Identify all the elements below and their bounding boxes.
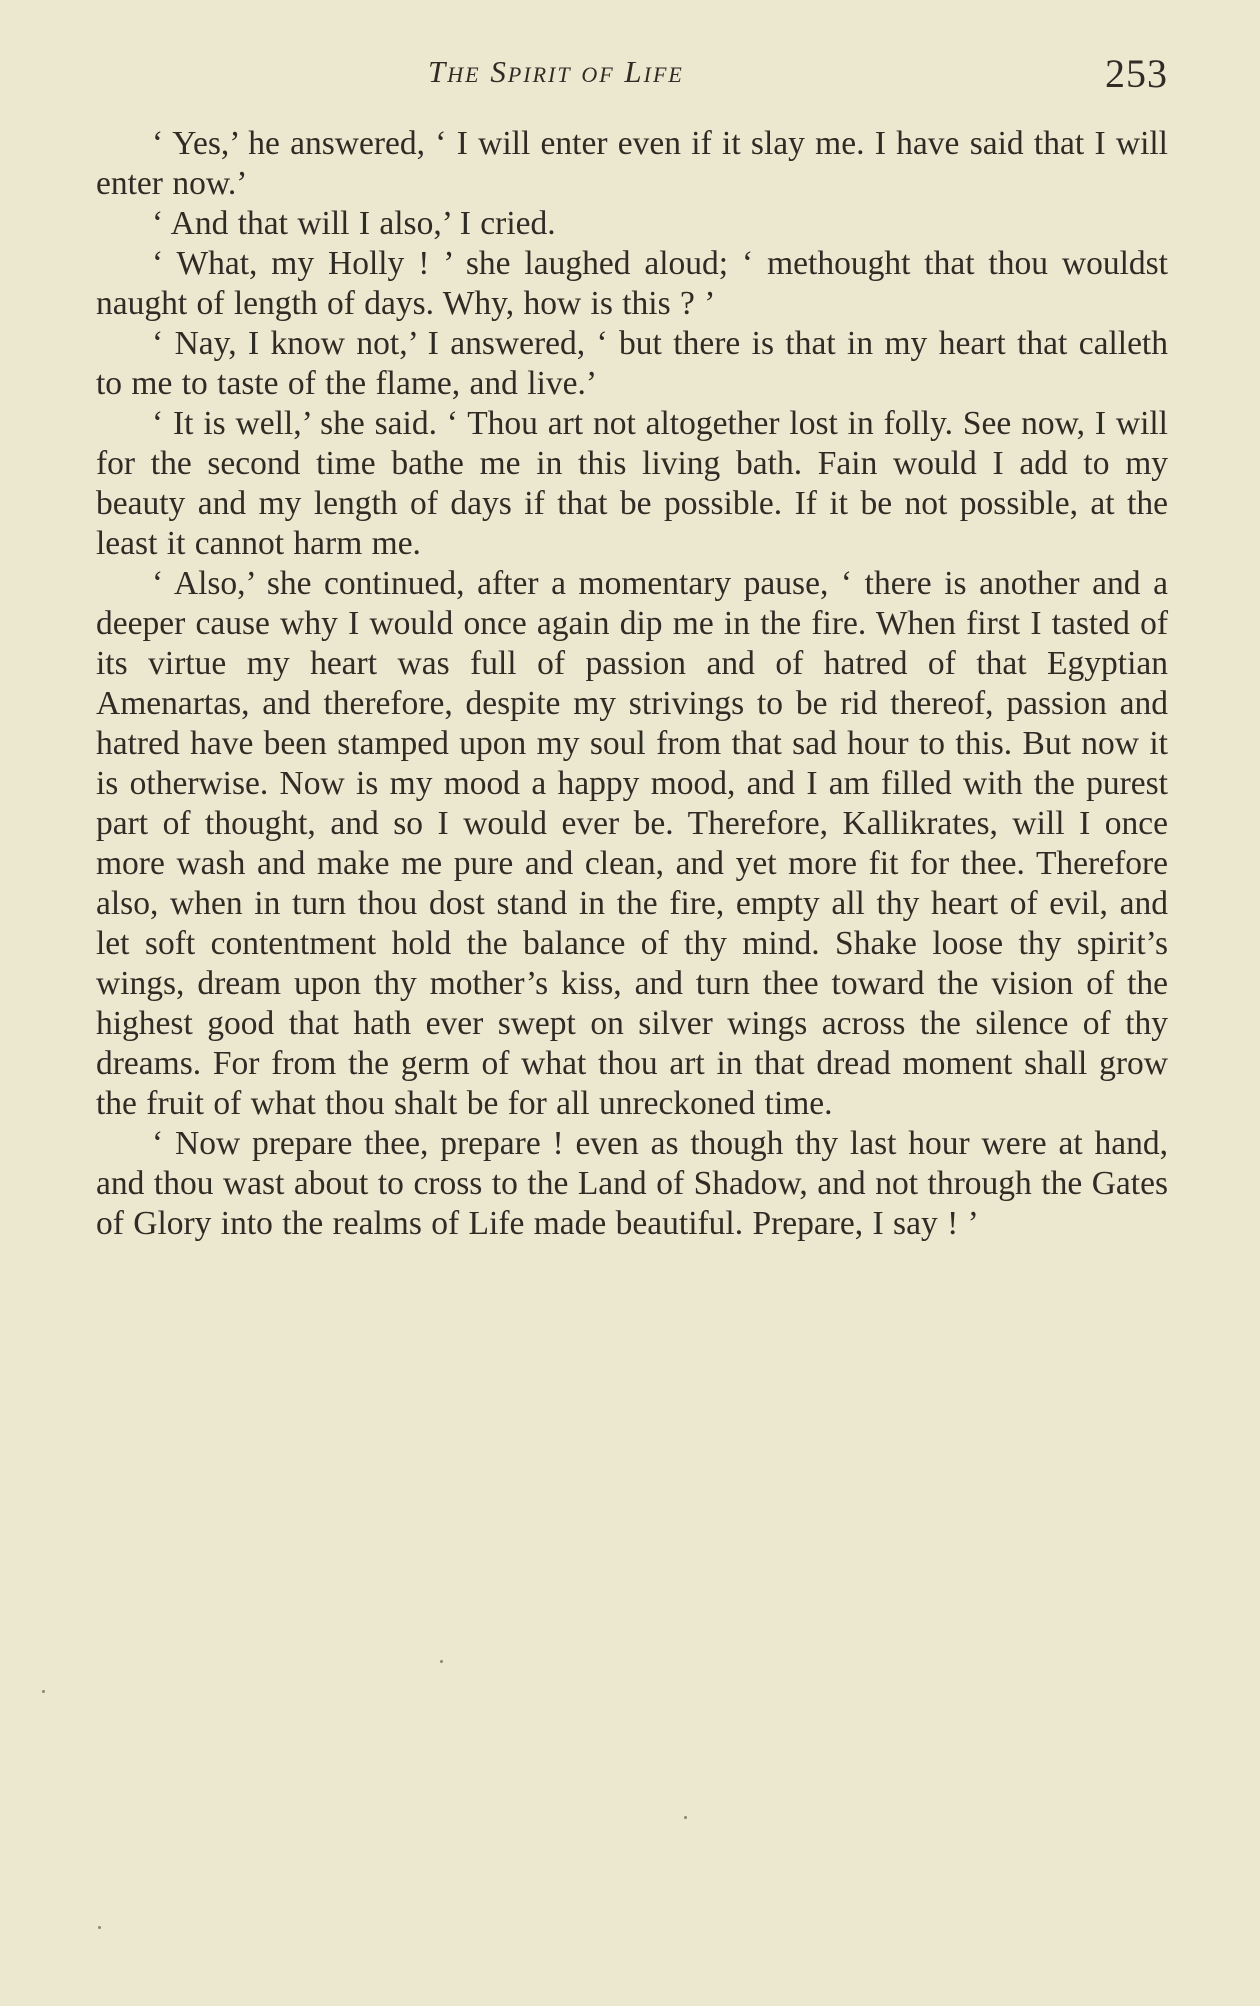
paragraph: ‘ Now prepare thee, prepare ! even as though thy last hour were at hand, and thou wast about to cross to the Land of Shadow, and not through the Gates of Glory into the realms of Life made beautiful. Prepare, I say ! ’ bbox=[96, 1125, 1168, 1242]
paragraph: ‘ What, my Holly ! ’ she laughed aloud; ‘ methought that thou wouldst naught of length of days. Why, how is this ? ’ bbox=[96, 245, 1168, 322]
running-title: The Spirit of Life bbox=[428, 54, 684, 89]
paper-speck bbox=[42, 1690, 45, 1693]
paragraph: ‘ Nay, I know not,’ I answered, ‘ but there is that in my heart that calleth to me to taste of the flame, and live.’ bbox=[96, 325, 1168, 402]
paragraph: ‘ Yes,’ he answered, ‘ I will enter even if it slay me. I have said that I will enter now.’ bbox=[96, 125, 1168, 202]
paragraph: ‘ And that will I also,’ I cried. bbox=[152, 205, 556, 242]
paragraph: ‘ Also,’ she continued, after a momentary pause, ‘ there is another and a deeper cause why I would once again dip me in the fire. When first I tasted of its virtue my heart was full of passion and of hatred of that Egyptian Amenartas, and therefore, despite my strivings to be rid thereof, passion and hatred have been stamped upon my soul from that sad hour to this. But now it is otherwise. Now is my mood a happy mood, and I am filled with the purest part of thought, and so I would ever be. Therefore, Kallikrates, will I once more wash and make me pure and clean, and yet more fit for thee. Therefore also, when in turn thou dost stand in the fire, empty all thy heart of evil, and let soft contentment hold the balance of thy mind. Shake loose thy spirit’s wings, dream upon thy mother’s kiss, and turn thee toward the vision of the highest good that hath ever swept on silver wings across the silence of thy dreams. For from the germ of what thou art in that dread moment shall grow the fruit of what thou shalt be for all unreckoned time. bbox=[96, 565, 1168, 1122]
paper-speck bbox=[98, 1926, 101, 1929]
paper-speck bbox=[440, 1660, 443, 1663]
page-number: 253 bbox=[1105, 51, 1168, 96]
body-text bbox=[96, 124, 1168, 1244]
paragraph: ‘ It is well,’ she said. ‘ Thou art not altogether lost in folly. See now, I will for the second time bathe me in this living bath. Fain would I add to my beauty and my length of days if that be possible. If it be not possible, at the least it cannot harm me. bbox=[96, 405, 1168, 562]
running-head bbox=[98, 51, 1168, 104]
paper-speck bbox=[684, 1816, 687, 1819]
